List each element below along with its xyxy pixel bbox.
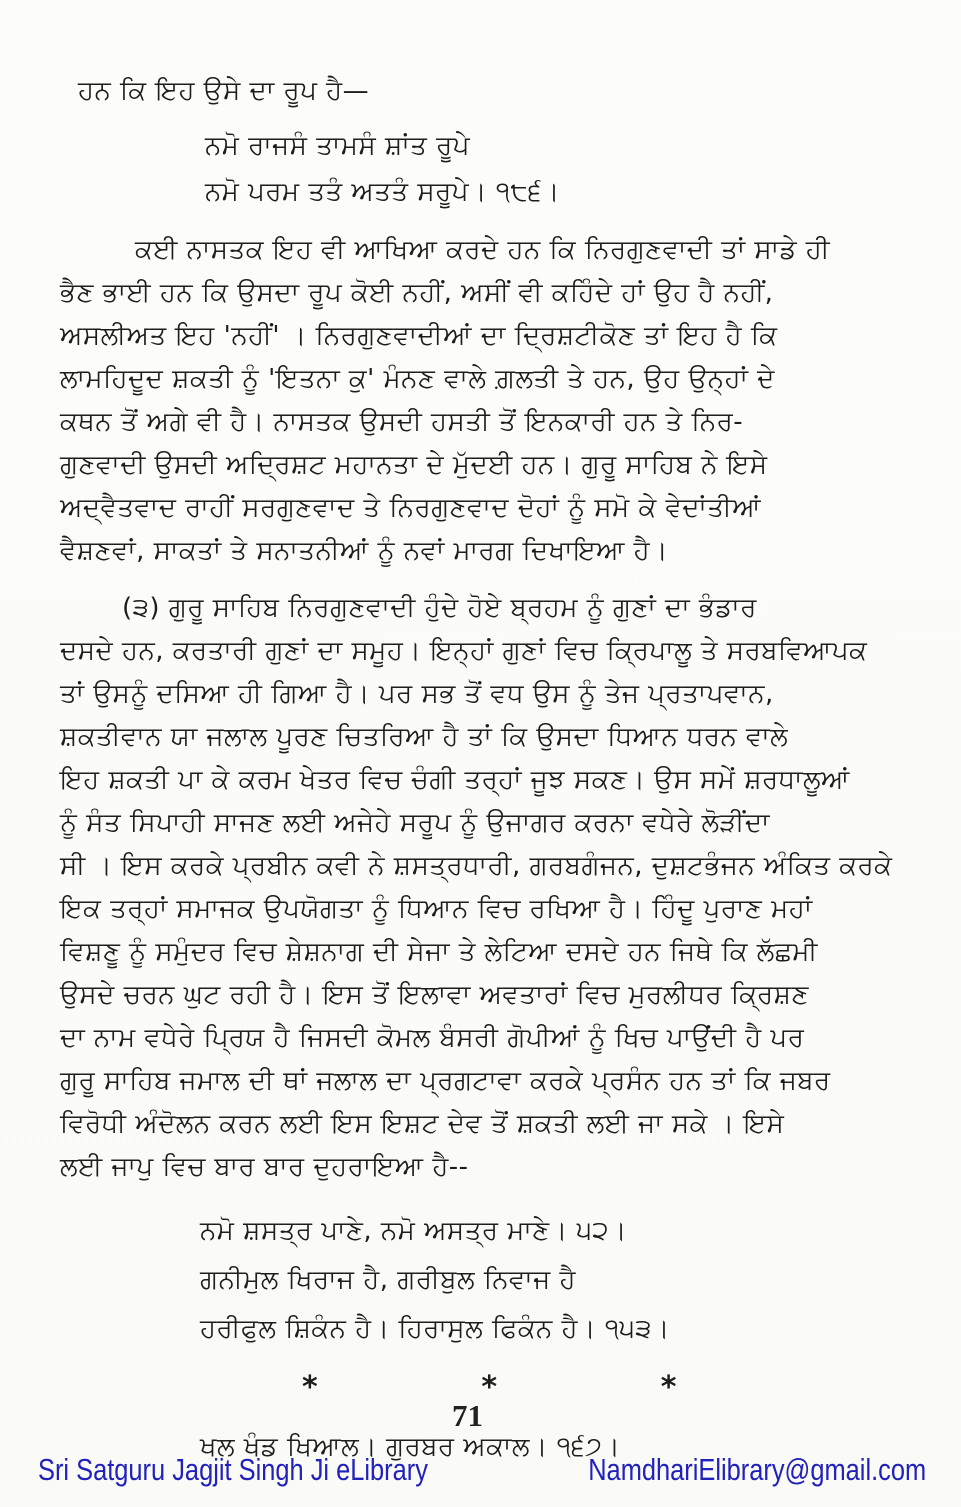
verse-line: ਗਨੀਮੁਲ ਖਿਰਾਜ ਹੈ, ਗਰੀਬੁਲ ਨਿਵਾਜ ਹੈ (200, 1265, 576, 1295)
text-line: ਵੈਸ਼ਣਵਾਂ, ਸਾਕਤਾਂ ਤੇ ਸਨਾਤਨੀਆਂ ਨੂੰ ਨਵਾਂ ਮਾਰਗ ਦਿਖਾਇਆ ਹੈ। (60, 536, 669, 566)
text-line: (੩) ਗੁਰੂ ਸਾਹਿਬ ਨਿਰਗੁਣਵਾਦੀ ਹੁੰਦੇ ਹੋਏ ਬ੍ਰਹਮ ਨੂੰ ਗੁਣਾਂ ਦਾ ਭੰਡਾਰ (122, 593, 757, 623)
text-line: ਲਾਮਹਿਦੂਦ ਸ਼ਕਤੀ ਨੂੰ 'ਇਤਨਾ ਕੁ' ਮੰਨਣ ਵਾਲੇ ਗ਼ਲਤੀ ਤੇ ਹਨ, ਉਹ ਉਨ੍ਹਾਂ ਦੇ (60, 364, 775, 394)
verse-line: ਨਮੋ ਪਰਮ ਤਤੰ ਅਤਤੰ ਸਰੂਪੇ। ੧੮੬। (205, 177, 560, 207)
text-line: ਸ਼ਕਤੀਵਾਨ ਯਾ ਜਲਾਲ ਪੂਰਣ ਚਿਤਰਿਆ ਹੈ ਤਾਂ ਕਿ ਉਸਦਾ ਧਿਆਨ ਧਰਨ ਵਾਲੇ (60, 722, 789, 752)
footer-email-link[interactable]: NamdhariElibrary@gmail.com (587, 1452, 926, 1487)
quoted-verse (200, 1207, 905, 1354)
elibrary-footer (0, 1452, 961, 1488)
star-glyph: * (302, 1370, 319, 1405)
text-line: ਵਿਰੋਧੀ ਅੰਦੋਲਨ ਕਰਨ ਲਈ ਇਸ ਇਸ਼ਟ ਦੇਵ ਤੋਂ ਸ਼ਕਤੀ ਲਈ ਜਾ ਸਕੇ । ਇਸੇ (60, 1109, 785, 1139)
opening-verse (205, 123, 905, 215)
verse-line: ਹਰੀਫੁਲ ਸ਼ਿਕੰਨ ਹੈ। ਹਿਰਾਸੁਲ ਫਿਕੰਨ ਹੈ। ੧੫੩। (200, 1314, 670, 1344)
text-line: ਲਈ ਜਾਪੁ ਵਿਚ ਬਾਰ ਬਾਰ ਦੁਹਰਾਇਆ ਹੈ-- (60, 1152, 469, 1182)
text-line: ਦਸਦੇ ਹਨ, ਕਰਤਾਰੀ ਗੁਣਾਂ ਦਾ ਸਮੂਹ। ਇਨ੍ਹਾਂ ਗੁਣਾਂ ਵਿਚ ਕ੍ਰਿਪਾਲੂ ਤੇ ਸਰਬਵਿਆਪਕ (60, 636, 868, 666)
text-line: ਗੁਣਵਾਦੀ ਉਸਦੀ ਅਦ੍ਰਿਸ਼ਟ ਮਹਾਨਤਾ ਦੇ ਮੁੱਦਈ ਹਨ। ਗੁਰੂ ਸਾਹਿਬ ਨੇ ਇਸੇ (60, 450, 768, 480)
text-line: ਗੁਰੂ ਸਾਹਿਬ ਜਮਾਲ ਦੀ ਥਾਂ ਜਲਾਲ ਦਾ ਪ੍ਰਗਟਾਵਾ ਕਰਕੇ ਪ੍ਰਸੰਨ ਹਨ ਤਾਂ ਕਿ ਜਬਰ (60, 1066, 831, 1096)
text-line: ਕਈ ਨਾਸਤਕ ਇਹ ਵੀ ਆਖਿਆ ਕਰਦੇ ਹਨ ਕਿ ਨਿਰਗੁਣਵਾਦੀ ਤਾਂ ਸਾਡੇ ਹੀ (135, 235, 831, 265)
text-line: ਉਸਦੇ ਚਰਨ ਘੁਟ ਰਹੀ ਹੈ। ਇਸ ਤੋਂ ਇਲਾਵਾ ਅਵਤਾਰਾਂ ਵਿਚ ਮੁਰਲੀਧਰ ਕ੍ਰਿਸ਼ਣ (60, 980, 809, 1010)
paragraph-1 (60, 229, 905, 573)
text-line: ਅਸਲੀਅਤ ਇਹ 'ਨਹੀਂ' । ਨਿਰਗੁਣਵਾਦੀਆਂ ਦਾ ਦ੍ਰਿਸ਼ਟੀਕੋਣ ਤਾਂ ਇਹ ਹੈ ਕਿ (60, 321, 778, 351)
page-number: 71 (452, 1398, 483, 1433)
intro-line: ਹਨ ਕਿ ਇਹ ਉਸੇ ਦਾ ਰੂਪ ਹੈ— (78, 76, 370, 106)
text-line: ਨੂੰ ਸੰਤ ਸਿਪਾਹੀ ਸਾਜਣ ਲਈ ਅਜੇਹੇ ਸਰੂਪ ਨੂੰ ਉਜਾਗਰ ਕਰਨਾ ਵਧੇਰੇ ਲੋੜੀਂਦਾ (60, 808, 770, 838)
verse-line: ਨਮੋ ਸ਼ਸਤ੍ਰ ਪਾਣੇ, ਨਮੋ ਅਸਤ੍ਰ ਮਾਣੇ। ੫੨। (200, 1216, 628, 1246)
text-line: ਅਦ੍ਵੈਤਵਾਦ ਰਾਹੀਂ ਸਰਗੁਣਵਾਦ ਤੇ ਨਿਰਗੁਣਵਾਦ ਦੋਹਾਂ ਨੂੰ ਸਮੋ ਕੇ ਵੇਦਾਂਤੀਆਂ (60, 493, 762, 523)
verse-line: ਨਮੋ ਰਾਜਸੰ ਤਾਮਸੰ ਸ਼ਾਂਤ ਰੂਪੇ (205, 131, 470, 161)
text-line: ਇਹ ਸ਼ਕਤੀ ਪਾ ਕੇ ਕਰਮ ਖੇਤਰ ਵਿਚ ਚੰਗੀ ਤਰ੍ਹਾਂ ਜੂਝ ਸਕਣ। ਉਸ ਸਮੇਂ ਸ਼ਰਧਾਲੂਆਂ (60, 765, 850, 795)
page-body-text (60, 70, 905, 1470)
text-line: ਸੀ । ਇਸ ਕਰਕੇ ਪ੍ਰਬੀਨ ਕਵੀ ਨੇ ਸ਼ਸਤ੍ਰਧਾਰੀ, ਗਰਬਗੰਜਨ, ਦੁਸ਼ਟਭੰਜਨ ਅੰਕਿਤ ਕਰਕੇ (60, 851, 893, 881)
text-line: ਤਾਂ ਉਸਨੂੰ ਦਸਿਆ ਹੀ ਗਿਆ ਹੈ। ਪਰ ਸਭ ਤੋਂ ਵਧ ਉਸ ਨੂੰ ਤੇਜ ਪ੍ਰਤਾਪਵਾਨ, (60, 679, 774, 709)
star-glyph: * (481, 1370, 498, 1405)
star-glyph: * (660, 1370, 677, 1405)
text-line: ਭੈਣ ਭਾਈ ਹਨ ਕਿ ਉਸਦਾ ਰੂਪ ਕੋਈ ਨਹੀਂ, ਅਸੀਂ ਵੀ ਕਹਿੰਦੇ ਹਾਂ ਉਹ ਹੈ ਨਹੀਂ, (60, 278, 774, 308)
text-line: ਕਥਨ ਤੋਂ ਅਗੇ ਵੀ ਹੈ। ਨਾਸਤਕ ਉਸਦੀ ਹਸਤੀ ਤੋਂ ਇਨਕਾਰੀ ਹਨ ਤੇ ਨਿਰ- (60, 407, 744, 437)
footer-library-name: Sri Satguru Jagjit Singh Ji eLibrary (38, 1452, 428, 1487)
text-line: ਦਾ ਨਾਮ ਵਧੇਰੇ ਪ੍ਰਿਯ ਹੈ ਜਿਸਦੀ ਕੋਮਲ ਬੰਸਰੀ ਗੋਪੀਆਂ ਨੂੰ ਖਿਚ ਪਾਉਂਦੀ ਹੈ ਪਰ (60, 1023, 805, 1053)
text-line: ਵਿਸ਼ਣੂ ਨੂੰ ਸਮੁੰਦਰ ਵਿਚ ਸ਼ੇਸ਼ਨਾਗ ਦੀ ਸੇਜਾ ਤੇ ਲੇਟਿਆ ਦਸਦੇ ਹਨ ਜਿਥੇ ਕਿ ਲੱਛਮੀ (60, 937, 818, 967)
text-line: ਇਕ ਤਰ੍ਹਾਂ ਸਮਾਜਕ ਉਪਯੋਗਤਾ ਨੂੰ ਧਿਆਨ ਵਿਚ ਰਖਿਆ ਹੈ। ਹਿੰਦੂ ਪੁਰਾਣ ਮਹਾਂ (60, 894, 813, 924)
closing-verse: ਖਲ ਖੰਡ ਖਿਆਲ। ਗੁਰਬਰ ਅਕਾਲ। ੧੬੭। (200, 1432, 621, 1462)
paragraph-2 (60, 587, 905, 1189)
